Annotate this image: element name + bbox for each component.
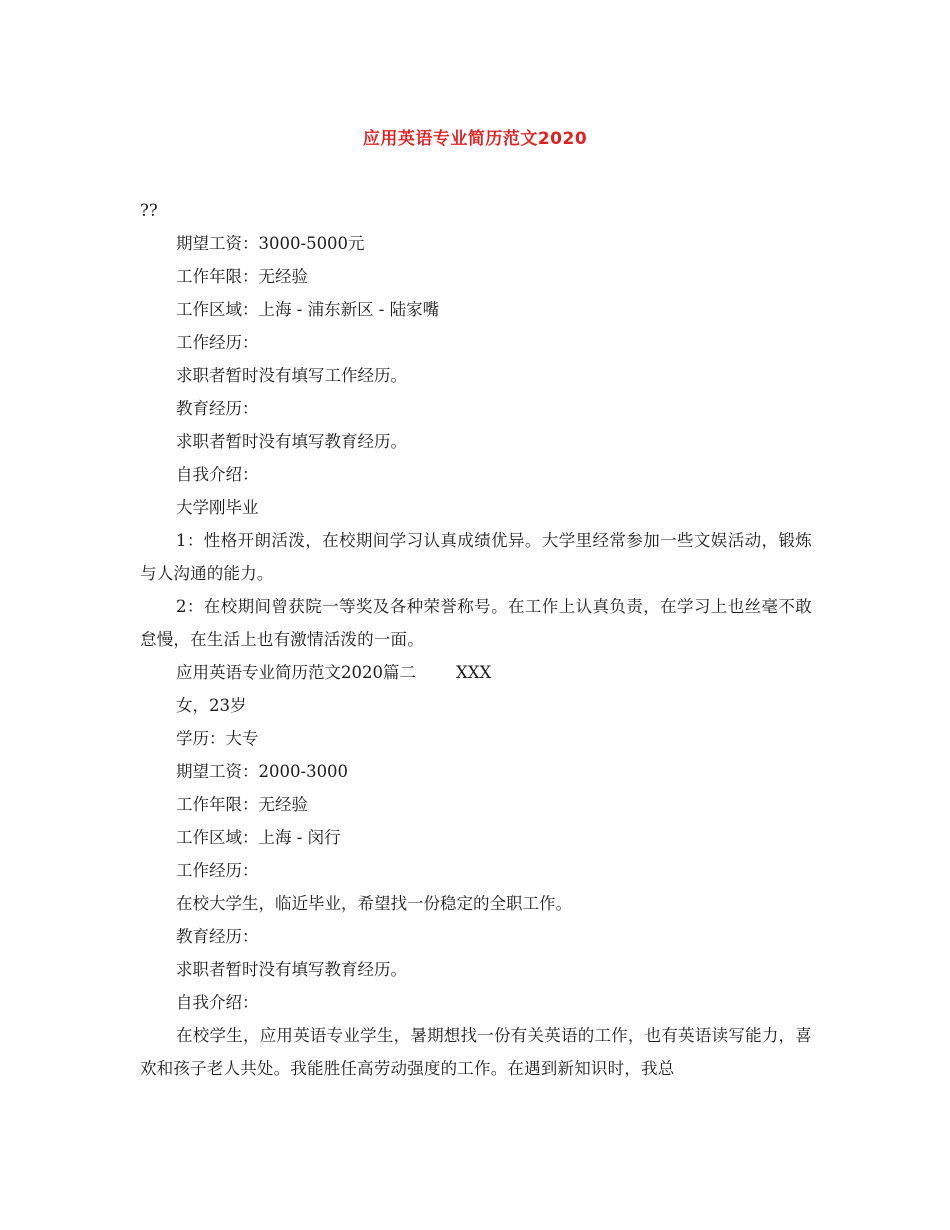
section2-title: 应用英语专业简历范文2020篇二 <box>176 663 416 682</box>
section2-heading <box>140 656 812 689</box>
text-line-intro: 大学刚毕业 <box>176 498 259 517</box>
text-line-work-history-label: 工作经历： <box>176 333 259 352</box>
text-line-expected-salary-2: 期望工资：2000-3000 <box>176 762 349 781</box>
text-line-degree: 学历：大专 <box>176 729 259 748</box>
text-line-work-history-label-2: 工作经历： <box>176 861 259 880</box>
document-title: 应用英语专业简历范文2020 <box>362 129 588 149</box>
text-line-marks: ?? <box>140 201 158 220</box>
text-line-work-area: 工作区域：上海 - 浦东新区 - 陆家嘴 <box>176 300 440 319</box>
section2-name: XXX <box>456 663 492 682</box>
text-line-education: 求职者暂时没有填写教育经历。 <box>176 432 407 451</box>
text-line-intro-label-2: 自我介绍： <box>176 993 259 1012</box>
text-line-education-2: 求职者暂时没有填写教育经历。 <box>176 960 407 979</box>
text-line-education-label: 教育经历： <box>176 399 259 418</box>
text-line-work-years: 工作年限：无经验 <box>176 267 308 286</box>
paragraph-3: 在校学生，应用英语专业学生，暑期想找一份有关英语的工作，也有英语读写能力，喜欢和孩子老人共处。我能胜任高劳动强度的工作。在遇到新知识时，我总 <box>140 1026 812 1078</box>
text-line-intro-label: 自我介绍： <box>176 465 259 484</box>
paragraph-1: 1：性格开朗活泼，在校期间学习认真成绩优异。大学里经常参加一些文娱活动，锻炼与人沟通的能力。 <box>140 531 812 583</box>
document-body <box>140 194 812 1085</box>
paragraph-2: 2：在校期间曾获院一等奖及各种荣誉称号。在工作上认真负责，在学习上也丝毫不敢怠慢，在生活上也有激情活泼的一面。 <box>140 597 812 649</box>
text-line-work-area-2: 工作区域：上海 - 闵行 <box>176 828 341 847</box>
text-line-education-label-2: 教育经历： <box>176 927 259 946</box>
text-line-work-years-2: 工作年限：无经验 <box>176 795 308 814</box>
text-line-expected-salary: 期望工资：3000-5000元 <box>176 234 365 253</box>
text-line-work-history: 求职者暂时没有填写工作经历。 <box>176 366 407 385</box>
text-line-work-history-2: 在校大学生，临近毕业，希望找一份稳定的全职工作。 <box>176 894 572 913</box>
text-line-gender-age: 女，23岁 <box>176 696 247 715</box>
